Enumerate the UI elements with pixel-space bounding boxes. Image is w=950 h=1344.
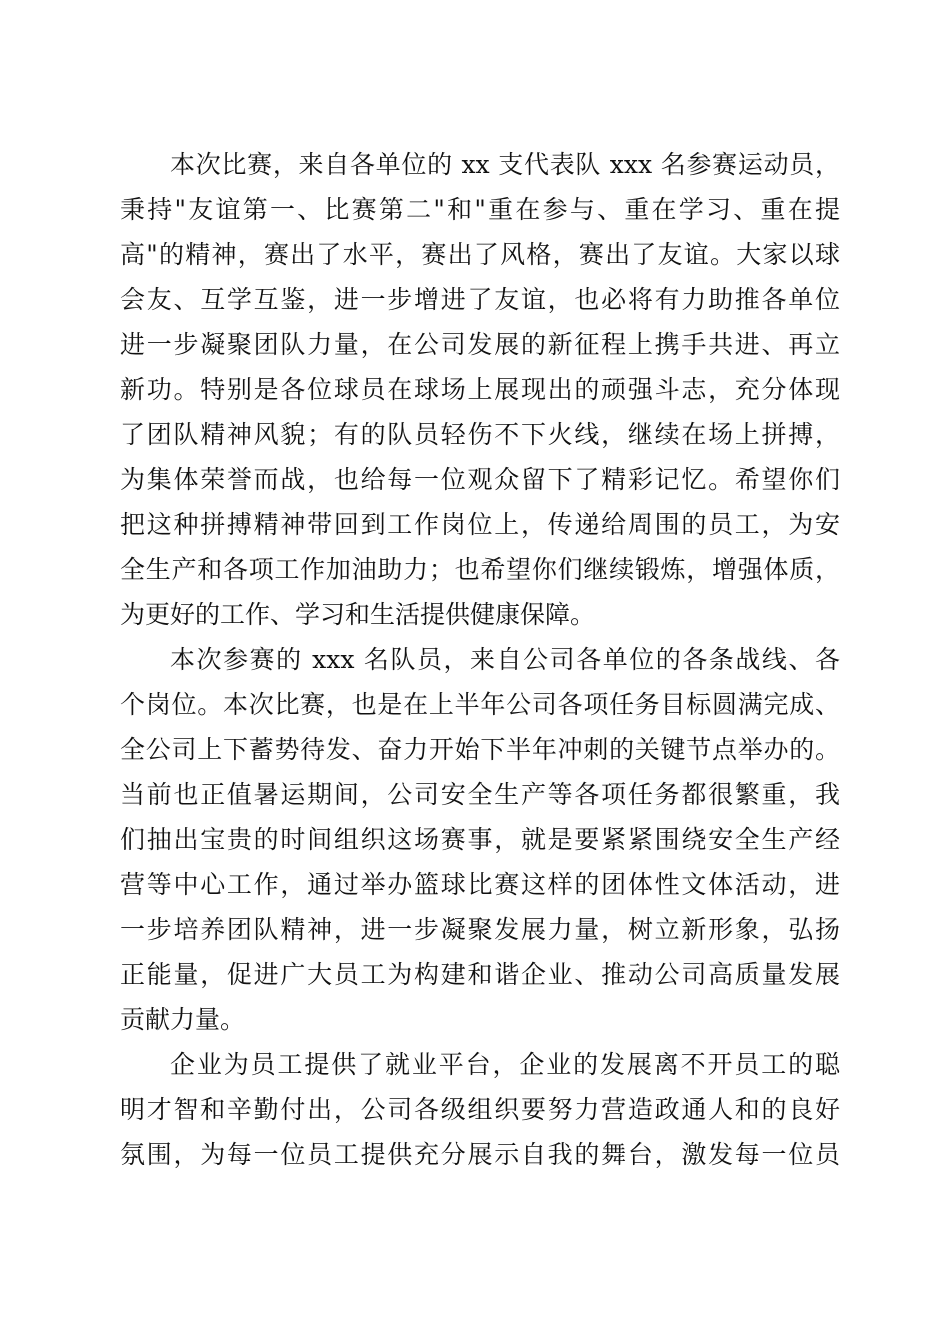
text-line: 秉持"友谊第一、比赛第二"和"重在参与、重在学习、重在提 [120, 195, 840, 224]
document-body [120, 142, 840, 1177]
text-line: 一步培养团队精神，进一步凝聚发展力量，树立新形象，弘扬 [120, 915, 840, 944]
text-line: 高"的精神，赛出了水平，赛出了风格，赛出了友谊。大家以球 [120, 240, 840, 269]
text-line: 会友、互学互鉴，进一步增进了友谊，也必将有力助推各单位 [120, 285, 840, 314]
text-line: 全公司上下蓄势待发、奋力开始下半年冲刺的关键节点举办的。 [120, 735, 840, 764]
text-line: 企业为员工提供了就业平台，企业的发展离不开员工的聪 [170, 1050, 840, 1079]
text-line: 营等中心工作，通过举办篮球比赛这样的团体性文体活动，进 [120, 870, 840, 899]
text-line: 当前也正值暑运期间，公司安全生产等各项任务都很繁重，我 [120, 780, 840, 809]
text-line: 全生产和各项工作加油助力；也希望你们继续锻炼，增强体质， [120, 555, 840, 584]
text-line: 新功。特别是各位球员在球场上展现出的顽强斗志，充分体现 [120, 375, 840, 404]
text-line: 进一步凝聚团队力量，在公司发展的新征程上携手共进、再立 [120, 330, 840, 359]
text-line: 本次参赛的 xxx 名队员，来自公司各单位的各条战线、各 [170, 645, 840, 674]
text-line: 个岗位。本次比赛，也是在上半年公司各项任务目标圆满完成、 [120, 690, 840, 719]
text-line: 为更好的工作、学习和生活提供健康保障。 [120, 600, 596, 629]
text-line: 氛围，为每一位员工提供充分展示自我的舞台，激发每一位员 [120, 1140, 840, 1169]
text-line: 们抽出宝贵的时间组织这场赛事，就是要紧紧围绕安全生产经 [120, 825, 840, 854]
paragraph-1 [120, 142, 840, 637]
text-line: 明才智和辛勤付出，公司各级组织要努力营造政通人和的良好 [120, 1095, 840, 1124]
paragraph-3 [120, 1042, 840, 1177]
text-line: 为集体荣誉而战，也给每一位观众留下了精彩记忆。希望你们 [120, 465, 840, 494]
paragraph-2 [120, 637, 840, 1042]
text-line: 本次比赛，来自各单位的 xx 支代表队 xxx 名参赛运动员， [170, 150, 840, 179]
text-line: 正能量，促进广大员工为构建和谐企业、推动公司高质量发展 [120, 960, 840, 989]
text-line: 把这种拼搏精神带回到工作岗位上，传递给周围的员工，为安 [120, 510, 840, 539]
text-line: 了团队精神风貌；有的队员轻伤不下火线，继续在场上拼搏， [120, 420, 840, 449]
text-line: 贡献力量。 [120, 1005, 246, 1034]
